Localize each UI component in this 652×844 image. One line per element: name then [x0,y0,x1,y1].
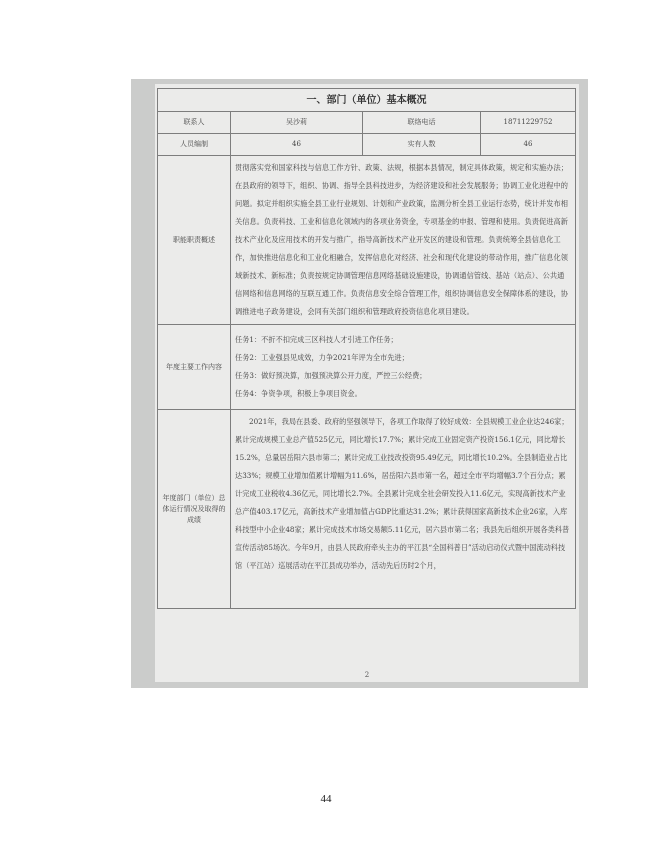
achievements-label: 年度部门（单位）总体运行情况及取得的成绩 [158,410,231,609]
task-item: 任务2：工业强县见成效，力争2021年评为全市先进； [235,353,409,362]
page-number: 44 [320,793,332,805]
achievements-text: 2021年，我局在县委、政府的坚强领导下，各项工作取得了较好成效：全县规模工业企业达246家；累计完成规模工业总产值525亿元，同比增长17.7%；累计完成工业固定资产投资156.1亿元，同比增长15.2%，总量居岳阳六县市第二；累计完成工业技改投资95.49亿元，同比增长10.2%。全县制造业占比达33%；规模工业增加值累计增幅为11.6%，居岳阳六县市第一名，超过全市平均增幅3.7个百分点；累计完成工业税收4.36亿元，同比增长2.7%。全县累计完成全社会研发投入11.6亿元，实现高新技术产业总产值403.17亿元，高新技术产业增加值占GDP比重达31.2%；累计获得国家高新技术企业26家，入库科技型中小企业48家；累计完成技术市场交易额5.11亿元，居六县市第二名；我县先后组织开展各类科普宣传活动85场次。今年9月，由县人民政府牵头主办的平江县“全国科普日”活动启动仪式暨中国流动科技馆（平江站）巡展活动在平江县成功举办，活动先后历时2个月， [235,417,570,570]
tasks-list [231,325,576,410]
staff-quota-value: 46 [231,134,363,156]
achievements-cell [231,410,576,609]
contact-value: 吴沙莉 [231,112,363,134]
task-item: 任务1：不折不扣完成三区科技人才引进工作任务； [235,335,398,344]
table-title: 一、部门（单位）基本概况 [158,89,576,112]
paper-sheet [155,84,579,682]
task-item: 任务3：做好预决算，加强预决算公开力度，严控三公经费； [235,371,427,380]
tasks-label: 年度主要工作内容 [158,325,231,410]
actual-count-label: 实有人数 [363,134,481,156]
inner-page-number: 2 [364,671,370,679]
duties-text: 贯彻落实党和国家科技与信息工作方针、政策、法规，根据本县情况，制定具体政策，规定和实施办法；在县政府的领导下，组织、协调、指导全县科技进步，为经济建设和社会发展服务；协调工业化进程中的问题。拟定并组织实施全县工业行业规划、计划和产业政策，监测分析全县工业运行态势，统计并发布相关信息。负责科技、工业和信息化领域内的各项业务资金，专项基金的申报、管理和使用。负责促进高新技术产业化及应用技术的开发与推广，指导高新技术产业开发区的建设和管理。负责统筹全县信息化工作，加快推进信息化和工业化相融合，发挥信息化对经济、社会和现代化建设的带动作用，推广信息化领域新技术、新标准；负责按规定协调管理信息网络基础设施建设，协调通信管线、基站（站点）、公共通信网络和信息网络的互联互通工作。负责信息安全综合管理工作，组织协调信息安全保障体系的建设，协调推进电子政务建设，会同有关部门组织和管理政府投资信息化项目建设。 [231,156,576,325]
staff-quota-label: 人员编制 [158,134,231,156]
phone-label: 联络电话 [363,112,481,134]
basic-info-table [157,88,576,609]
task-item: 任务4：争资争项，积极上争项目资金。 [235,389,362,398]
contact-label: 联系人 [158,112,231,134]
duties-label: 职能职责概述 [158,156,231,325]
phone-value: 18711229752 [481,112,576,134]
actual-count-value: 46 [481,134,576,156]
document-photo [131,79,588,688]
